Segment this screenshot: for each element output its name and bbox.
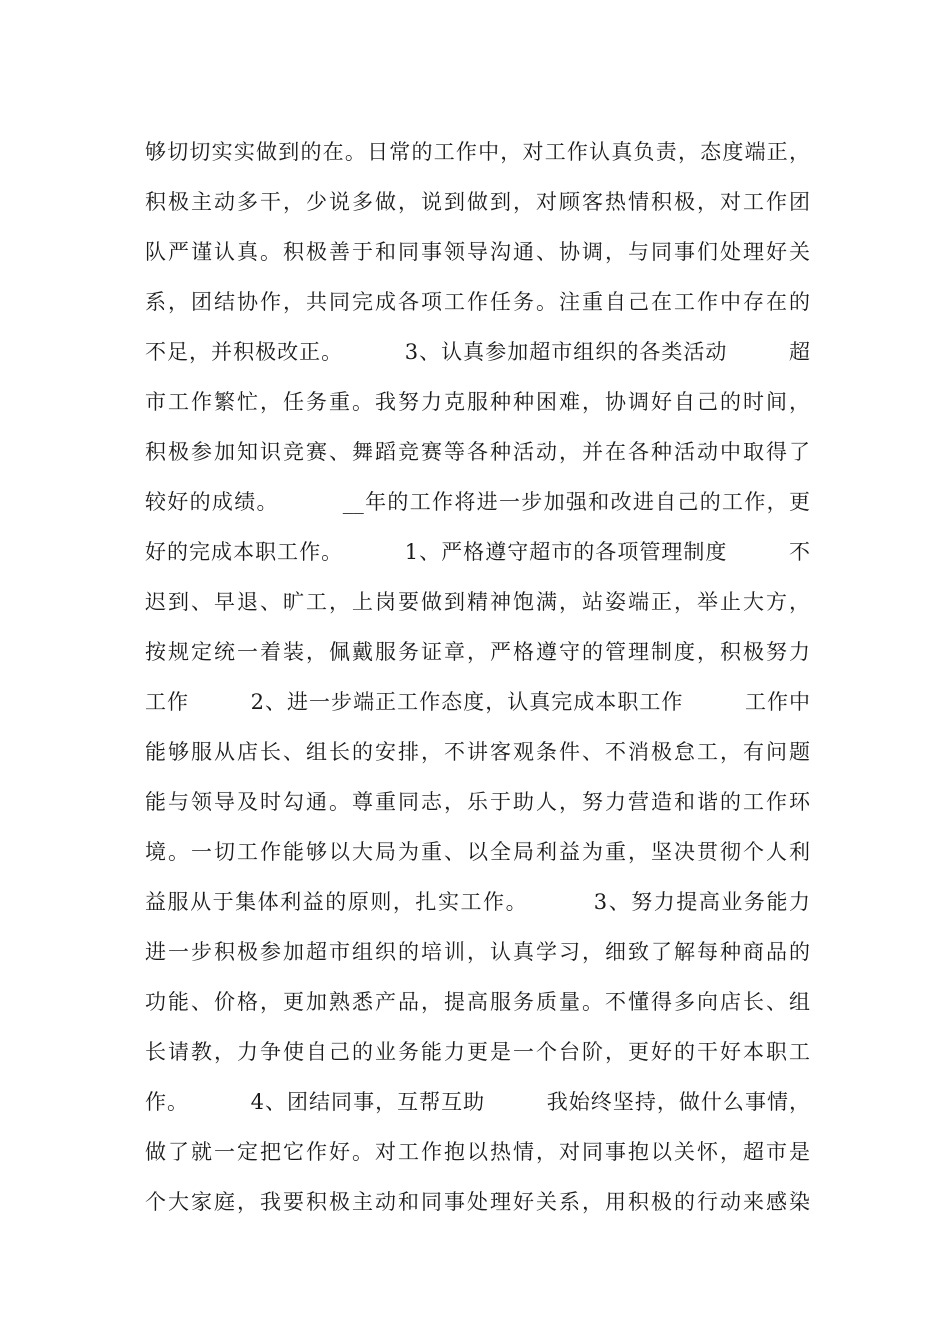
text-line-12: 工作 2、进一步端正工作态度，认真完成本职工作 工作中 [145,690,810,714]
text-line-16: 益服从于集体利益的原则，扎实工作。 3、努力提高业务能力 [145,890,810,914]
text-line-11: 按规定统一着装，佩戴服务证章，严格遵守的管理制度，积极努力 [145,640,810,664]
text-line-5: 不足，并积极改正。 3、认真参加超市组织的各类活动 超 [145,340,810,364]
text-line-8: 较好的成绩。 __年的工作将进一步加强和改进自己的工作，更 [145,490,810,514]
text-line-9: 好的完成本职工作。 1、严格遵守超市的各项管理制度 不 [145,540,810,564]
text-line-2: 积极主动多干，少说多做，说到做到，对顾客热情积极，对工作团 [145,190,810,214]
text-line-14: 能与领导及时勾通。尊重同志，乐于助人，努力营造和谐的工作环 [145,790,810,814]
text-line-15: 境。一切工作能够以大局为重、以全局利益为重，坚决贯彻个人利 [145,840,810,864]
text-line-7: 积极参加知识竞赛、舞蹈竞赛等各种活动，并在各种活动中取得了 [145,440,810,464]
text-line-4: 系，团结协作，共同完成各项工作任务。注重自己在工作中存在的 [145,290,810,314]
text-line-17: 进一步积极参加超市组织的培训，认真学习，细致了解每种商品的 [145,940,810,964]
text-line-20: 作。 4、团结同事，互帮互助 我始终坚持，做什么事情， [145,1090,810,1114]
text-line-13: 能够服从店长、组长的安排，不讲客观条件、不消极怠工，有问题 [145,740,810,764]
text-line-6: 市工作繁忙，任务重。我努力克服种种困难，协调好自己的时间， [145,390,810,414]
text-line-10: 迟到、早退、旷工，上岗要做到精神饱满，站姿端正，举止大方， [145,590,810,614]
text-line-22: 个大家庭，我要积极主动和同事处理好关系，用积极的行动来感染 [145,1190,810,1214]
text-line-21: 做了就一定把它作好。对工作抱以热情，对同事抱以关怀，超市是 [145,1140,810,1164]
text-line-3: 队严谨认真。积极善于和同事领导沟通、协调，与同事们处理好关 [145,240,810,264]
document-body [145,133,810,1233]
text-line-18: 功能、价格，更加熟悉产品，提高服务质量。不懂得多向店长、组 [145,990,810,1014]
text-line-1: 够切切实实做到的在。日常的工作中，对工作认真负责，态度端正， [145,140,810,164]
text-line-19: 长请教，力争使自己的业务能力更是一个台阶，更好的干好本职工 [145,1040,810,1064]
